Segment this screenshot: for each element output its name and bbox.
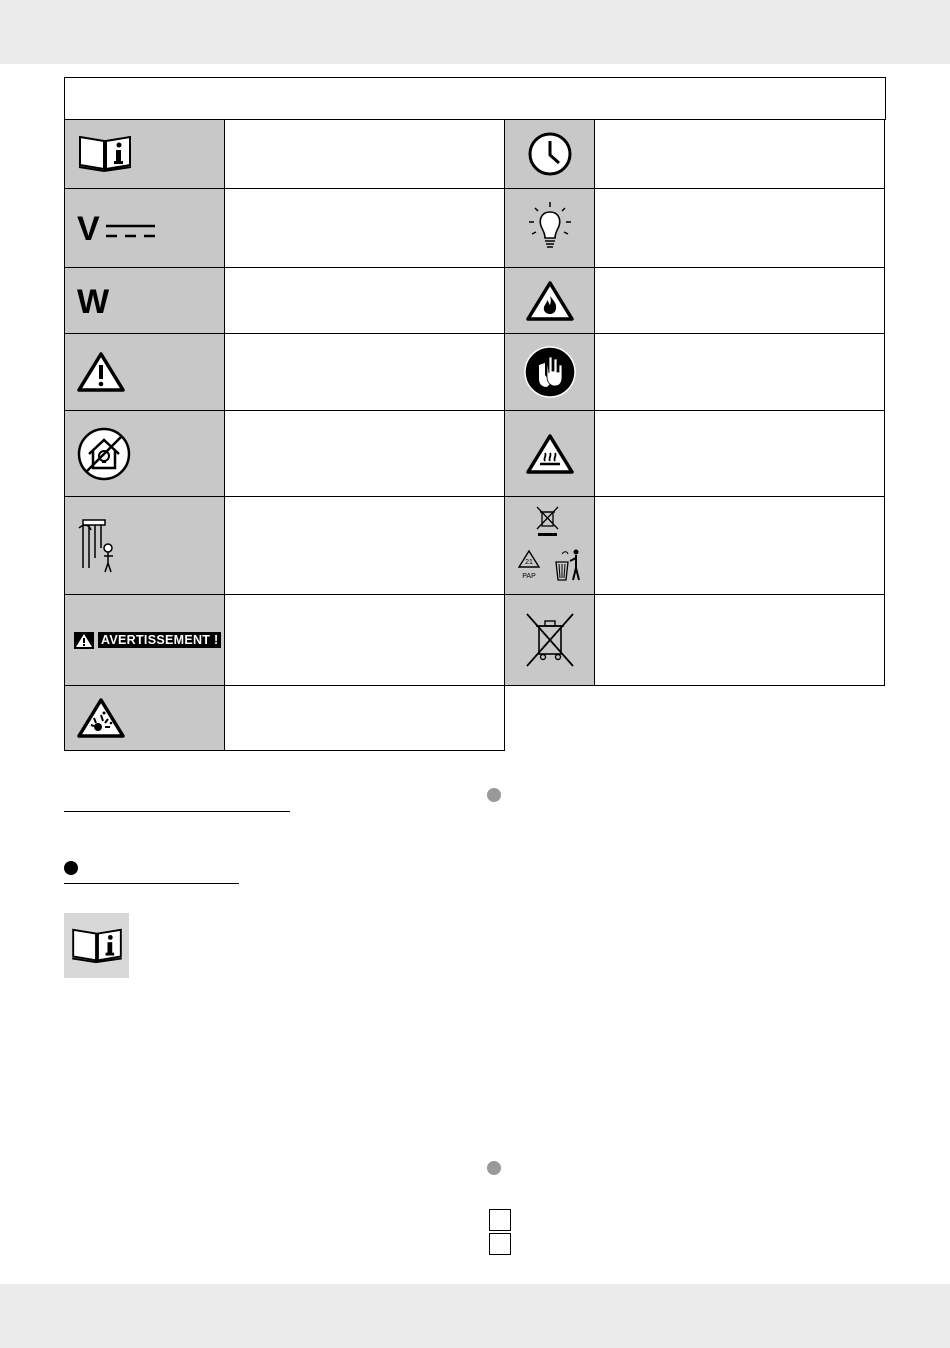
warning-label-text: AVERTISSEMENT ! xyxy=(98,632,221,648)
voltage-dc-icon xyxy=(64,188,225,268)
row-recycling-text xyxy=(594,496,885,595)
recycling-disposal-icon xyxy=(504,496,595,595)
row-explosion-text xyxy=(224,685,505,751)
part-box xyxy=(489,1209,511,1231)
svg-text:W: W xyxy=(77,284,110,317)
bottom-band xyxy=(0,1284,950,1348)
row-gloves-text xyxy=(594,333,885,411)
row-warning-text xyxy=(224,333,505,411)
recycling-code: 21 xyxy=(524,558,533,566)
section-bullet xyxy=(64,861,78,875)
book-info-icon xyxy=(64,119,225,189)
section-bullet-gray xyxy=(487,788,501,802)
fire-hazard-icon xyxy=(504,267,595,334)
indoor-use-only-icon xyxy=(64,410,225,497)
row-watt-text xyxy=(224,267,505,334)
crossed-bin-icon xyxy=(504,594,595,686)
watt-icon xyxy=(64,267,225,334)
row-weee-text xyxy=(594,594,885,686)
row-read-manual-text xyxy=(224,119,505,189)
row-clock-text xyxy=(594,119,885,189)
row-indoor-text xyxy=(224,410,505,497)
clock-icon xyxy=(504,119,595,189)
warning-label-icon xyxy=(64,594,225,686)
recycling-material: PAP xyxy=(521,572,536,580)
light-bulb-icon xyxy=(504,188,595,268)
section-bullet-gray xyxy=(487,1161,501,1175)
explosion-hazard-icon xyxy=(64,685,225,751)
row-bulb-text xyxy=(594,188,885,268)
row-fire-text xyxy=(594,267,885,334)
part-box xyxy=(489,1233,511,1255)
row-voltage-text xyxy=(224,188,505,268)
book-info-icon xyxy=(64,913,129,978)
top-band xyxy=(0,0,950,64)
heading-underline xyxy=(64,811,290,812)
svg-text:V: V xyxy=(77,212,100,244)
table-header-row xyxy=(64,77,886,120)
row-hot-text xyxy=(594,410,885,497)
wear-gloves-icon xyxy=(504,333,595,411)
row-child-text xyxy=(224,496,505,595)
child-strangulation-icon xyxy=(64,496,225,595)
subheading-underline xyxy=(64,883,239,884)
warning-triangle-icon xyxy=(64,333,225,411)
row-warning-label-text xyxy=(224,594,505,686)
hot-surface-icon xyxy=(504,410,595,497)
